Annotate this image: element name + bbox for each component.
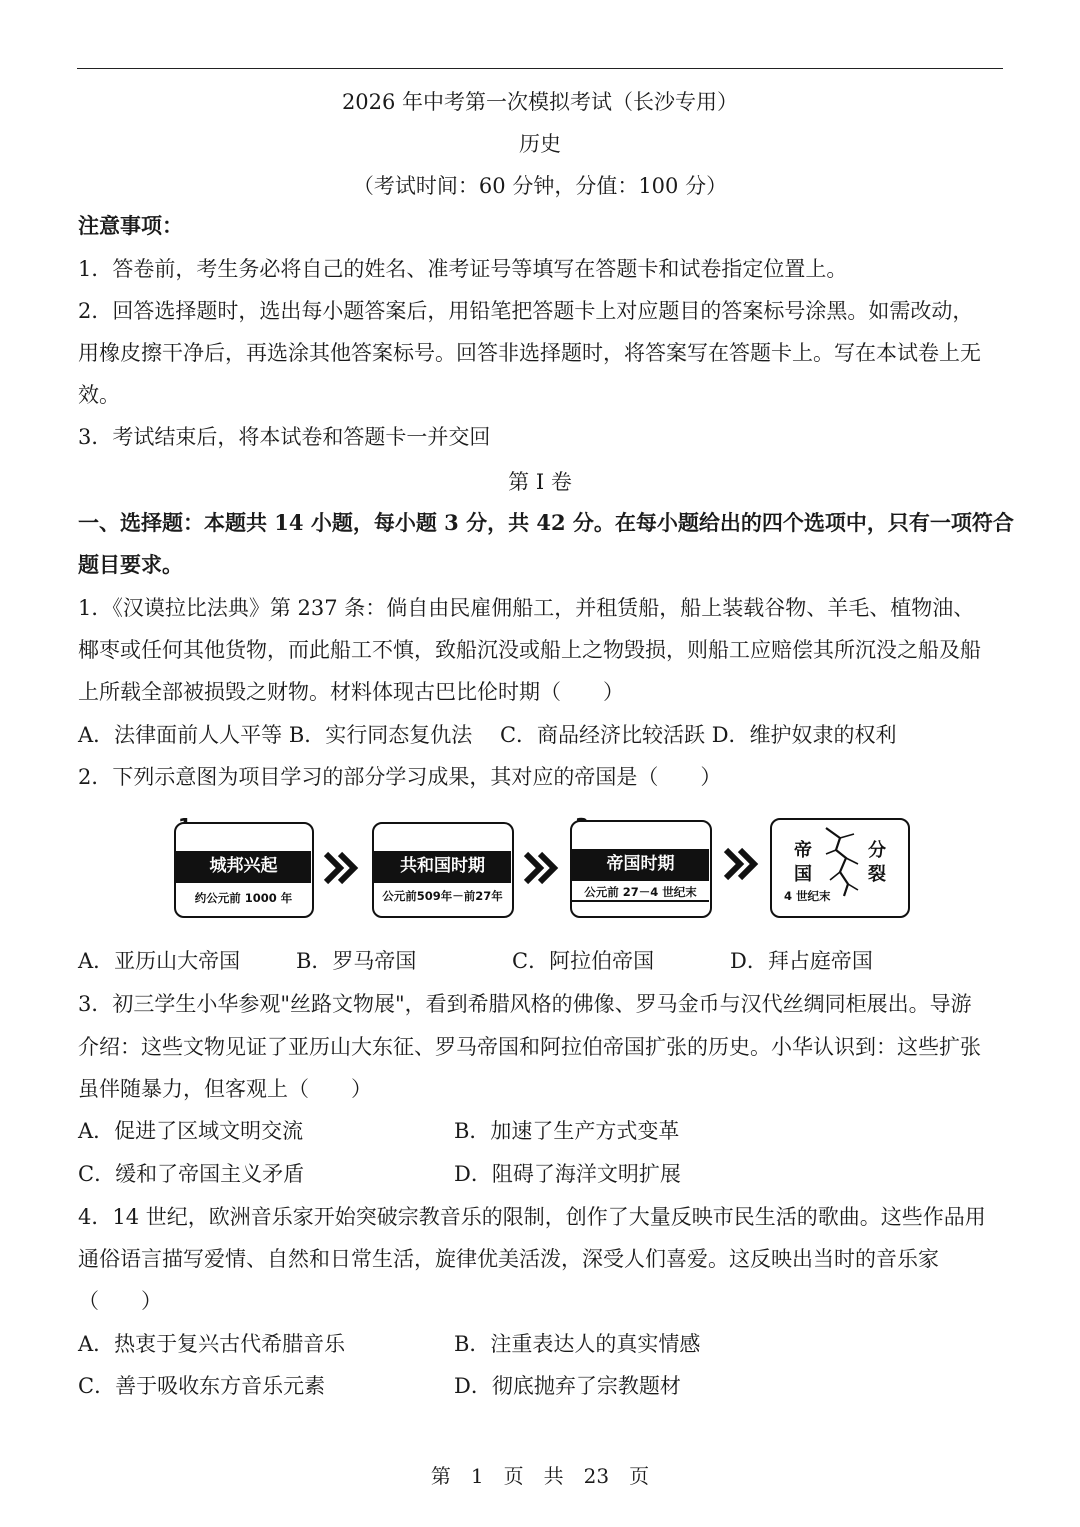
exam-title: 2026 年中考第一次模拟考试（长沙专用） xyxy=(341,90,739,114)
q2-option-b: B．罗马帝国 xyxy=(296,949,417,973)
q2-stem: 2．下列示意图为项目学习的部分学习成果，其对应的帝国是（ ） xyxy=(78,765,722,789)
section-heading-line-1: 一、选择题：本题共 14 小题，每小题 3 分，共 42 分。在每小题给出的四个选项中，只有一项符合 xyxy=(78,510,1014,535)
note-line-1: 1．答卷前，考生务必将自己的姓名、准考证号等填写在答题卡和试卷指定位置上。 xyxy=(78,257,848,281)
crack-icon xyxy=(818,824,868,898)
split-char-di: 帝 xyxy=(794,840,812,861)
q2-option-d: D．拜占庭帝国 xyxy=(730,949,873,973)
q3-option-c: C．缓和了帝国主义矛盾 xyxy=(78,1162,305,1186)
q3-option-d: D．阻碍了海洋文明扩展 xyxy=(454,1162,681,1186)
exam-info: （考试时间：60 分钟，分值：100 分） xyxy=(352,174,728,198)
double-chevron-icon xyxy=(722,844,762,884)
stage-2-date: 公元前509年－前27年 xyxy=(382,889,503,903)
q1-stem-line-2: 椰枣或任何其他货物，而此船工不慎，致船沉没或船上之物毁损，则船工应赔偿其所沉没之船及船 xyxy=(78,638,981,662)
q4-option-c: C．善于吸收东方音乐元素 xyxy=(78,1374,326,1398)
double-chevron-icon xyxy=(522,848,562,888)
stage-1-label: 城邦兴起 xyxy=(176,851,311,883)
stage-2-label: 共和国时期 xyxy=(374,851,511,883)
q1-options: A．法律面前人人平等 B．实行同态复仇法 C．商品经济比较活跃 D．维护奴隶的权利 xyxy=(78,723,897,747)
q4-option-a: A．热衷于复兴古代希腊音乐 xyxy=(78,1332,346,1356)
q4-option-b: B．注重表达人的真实情感 xyxy=(454,1332,701,1356)
empire-timeline-diagram xyxy=(170,812,920,922)
stage-1-date: 约公元前 1000 年 xyxy=(194,891,293,905)
q1-stem-line-3: 上所载全部被损毁之财物。材料体现古巴比伦时期（ ） xyxy=(78,680,624,704)
stage-3-label: 帝国时期 xyxy=(572,849,709,881)
split-char-fen: 分 xyxy=(868,840,886,861)
q2-option-a: A．亚历山大帝国 xyxy=(78,949,241,973)
double-chevron-icon xyxy=(322,848,362,888)
stage-4-date: 4 世纪末 xyxy=(784,889,831,903)
q3-stem-line-2: 介绍：这些文物见证了亚历山大东征、罗马帝国和阿拉伯帝国扩张的历史。小华认识到：这些扩张 xyxy=(78,1035,981,1059)
section-heading-line-2: 题目要求。 xyxy=(78,552,183,577)
q4-stem-line-1: 4．14 世纪，欧洲音乐家开始突破宗教音乐的限制，创作了大量反映市民生活的歌曲。这些作品用 xyxy=(78,1205,986,1229)
page-footer: 第 1 页 共 23 页 xyxy=(430,1464,650,1488)
q4-option-d: D．彻底抛弃了宗教题材 xyxy=(454,1374,681,1398)
q4-stem-line-3: （ ） xyxy=(78,1289,162,1313)
split-char-lie: 裂 xyxy=(868,864,886,885)
stage-3-date: 公元前 27－4 世纪末 xyxy=(572,884,709,902)
volume-heading: 第 I 卷 xyxy=(508,470,572,494)
q2-option-c: C．阿拉伯帝国 xyxy=(512,949,655,973)
subject-title: 历史 xyxy=(519,132,561,156)
q3-stem-line-1: 3．初三学生小华参观"丝路文物展"，看到希腊风格的佛像、罗马金币与汉代丝绸同柜展出。导游 xyxy=(78,992,972,1016)
q3-stem-line-3: 虽伴随暴力，但客观上（ ） xyxy=(78,1077,372,1101)
top-rule xyxy=(77,68,1003,69)
note-line-4: 效。 xyxy=(78,383,120,407)
q4-stem-line-2: 通俗语言描写爱情、自然和日常生活，旋律优美活泼，深受人们喜爱。这反映出当时的音乐家 xyxy=(78,1247,939,1271)
note-line-3: 用橡皮擦干净后，再选涂其他答案标号。回答非选择题时，将答案写在答题卡上。写在本试卷上无 xyxy=(78,341,981,365)
note-line-5: 3．考试结束后，将本试卷和答题卡一并交回 xyxy=(78,425,491,449)
q3-option-a: A．促进了区域文明交流 xyxy=(78,1119,304,1143)
q3-option-b: B．加速了生产方式变革 xyxy=(454,1119,680,1143)
note-line-2: 2．回答选择题时，选出每小题答案后，用铅笔把答题卡上对应题目的答案标号涂黑。如需改动， xyxy=(78,299,974,323)
notes-heading: 注意事项： xyxy=(78,213,183,238)
q1-stem-line-1: 1．《汉谟拉比法典》第 237 条：倘自由民雇佣船工，并租赁船，船上装载谷物、羊毛、植物油、 xyxy=(78,596,975,620)
split-char-guo: 国 xyxy=(794,864,812,885)
